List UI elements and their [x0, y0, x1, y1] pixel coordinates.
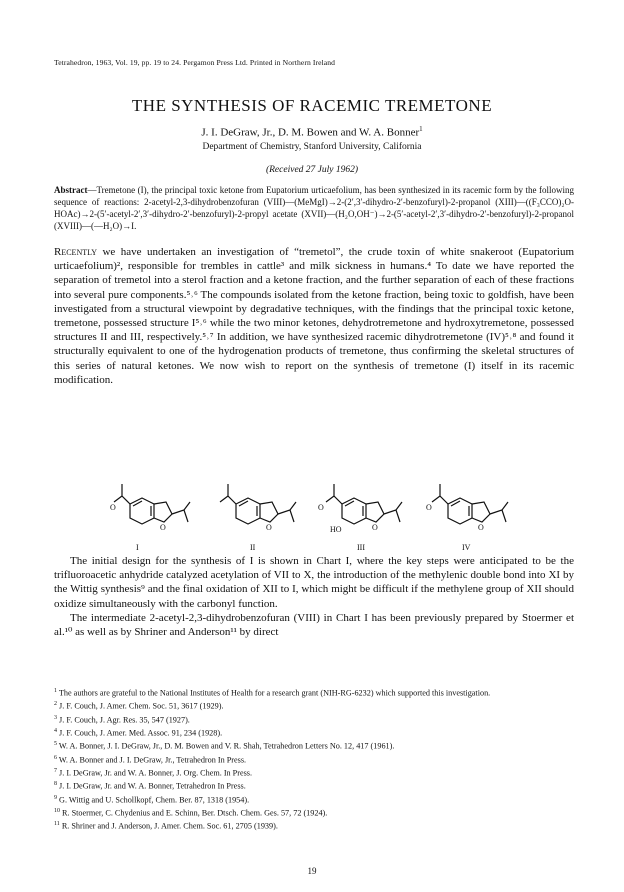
atom-label-HO-III: HO [330, 525, 342, 534]
article-title: THE SYNTHESIS OF RACEMIC TREMETONE [131, 96, 493, 115]
footnote: $^8$ J. I. DeGraw, Jr. and W. A. Bonner, Tetrahedron In Press. [54, 781, 246, 792]
abstract-text: —Tremetone (I), the principal toxic ketone from Eupatorium urticaefolium, has been synthesized in its racemic form by the following sequence of reactions: 2-acetyl-2,3-dihydrobenzofuran (VIII)—(MeMgI)→2-(2′,3′-dihydro-2′-benzofuryl)-2-propanol (XIII)—((F₃CCO)₂O-HOAc)→2-(5′-acetyl-2′,3′-dihydro-2′-benzofuryl)-2-propyl acetate (XVII)—(H₂O,OH⁻)→2-(5′-acetyl-2′,3′-dihydro-2′-benzofuryl)-2-propanol (XVIII)—(—H₂O)→I. [54, 185, 574, 231]
abstract-label: Abstract [54, 185, 88, 195]
paragraph-design-text: The initial design for the synthesis of I is shown in Chart I, where the key steps were anticipated to be the trifluoroacetic anhydride catalyzed acetylation of VII to X, the introduction of the methylenic double bond into XI by the Wittig synthesis⁹ and the final oxidation of XII to I, which might be difficult if the methylene group of XII should oxidize simultaneously with the carbonyl function. [54, 555, 574, 610]
paragraph-design [54, 554, 574, 639]
structure-IV [432, 484, 508, 524]
footnote: $^7$ J. I. DeGraw, Jr. and W. A. Bonner, J. Org. Chem. In Press. [54, 767, 253, 778]
paragraph-intro-text: we have undertaken an investigation of “tremetol”, the crude toxin of white snakeroot (Eupatorium urticaefolium)², responsible for trembles in cattle³ and milk sickness in humans.⁴ To date we have reported the separation of tremetol into a sterol fraction and a ketone fraction, and the further separation of each of these fractions into several pure components.⁵˒⁶ The compounds isolated from the ketone fraction, being toxic to goldfish, have been investigated from a structural viewpoint by degradative techniques, with the findings that the principal toxic ketone, tremetone, possessed structure I⁵˒⁶ while the two minor ketones, dehydrotremetone and hydroxytremetone, possessed structures II and III, respectively.⁵˒⁷ In addition, we have synthesized racemic dihydrotremetone (IV)⁵˒⁸ and found it structurally equivalent to one of the hydrogenation products of tremetone, thus confirming the skeletal structures of this series of natural ketones. We now wish to report on the synthesis of tremetone (I) itself in its racemic modification. [54, 246, 574, 386]
paragraph-intermediate-text: The intermediate 2-acetyl-2,3-dihydrobenzofuran (VIII) in Chart I has been previously prepared by Stoermer et al.¹⁰ as well as by Shriner and Anderson¹¹ by direct [54, 611, 574, 639]
abstract [54, 184, 574, 232]
footnote: $^1$ The authors are grateful to the National Institutes of Health for a research grant (NIH-RG-6232) which supported this investigation. [54, 688, 491, 698]
footnote: $^6$ W. A. Bonner and J. I. DeGraw, Jr., Tetrahedron In Press. [54, 754, 247, 765]
footnote: $^2$ J. F. Couch, J. Amer. Chem. Soc. 51, 3617 (1929). [54, 701, 224, 712]
footnote: $^3$ J. F. Couch, J. Agr. Res. 35, 547 (1927). [54, 714, 190, 725]
author-line [0, 125, 624, 139]
footnotes [54, 686, 574, 833]
structure-label-I: I [136, 543, 139, 552]
footnote: $^9$ G. Wittig and U. Schollkopf, Chem. Ber. 87, 1318 (1954). [54, 794, 250, 805]
author-names: J. I. DeGraw, Jr., D. M. Bowen and W. A. Bonner [201, 126, 420, 139]
structure-label-III: III [357, 543, 365, 552]
page-number: 19 [307, 866, 317, 876]
structure-label-IV: IV [462, 543, 471, 552]
atom-label-O-ring-III: O [372, 523, 378, 532]
footnote: $^{10}$ R. Stoermer, C. Chydenius and E. Schinn, Ber. Dtsch. Chem. Ges. 57, 72 (1924). [54, 807, 328, 818]
structure-III [326, 484, 402, 524]
structure-label-II: II [250, 543, 256, 552]
atom-label-O-III: O [318, 503, 324, 512]
atom-label-O-IV: O [426, 503, 432, 512]
atom-label-O-I: O [110, 503, 116, 512]
paragraph-intro [54, 245, 574, 387]
atom-label-O-ring-I: O [160, 523, 166, 532]
structure-II [220, 484, 296, 524]
journal-citation-line: Tetrahedron, 1963, Vol. 19, pp. 19 to 24. Pergamon Press Ltd. Printed in Northern Ireland [54, 58, 336, 67]
footnote: $^{11}$ R. Shriner and J. Anderson, J. Amer. Chem. Soc. 61, 2705 (1939). [54, 821, 278, 832]
atom-label-O-ring-IV: O [478, 523, 484, 532]
footnote: $^4$ J. F. Couch, J. Amer. Med. Assoc. 91, 234 (1928). [54, 727, 223, 738]
footnote: $^5$ W. A. Bonner, J. I. DeGraw, Jr., D. M. Bowen and V. R. Shah, Tetrahedron Letters No. 12, 417 (1961). [54, 741, 395, 752]
structure-I [114, 484, 190, 524]
received-date: (Received 27 July 1962) [265, 165, 359, 175]
chemical-structures-figure [110, 474, 530, 554]
atom-label-O-II: O [266, 523, 272, 532]
affiliation: Department of Chemistry, Stanford University, California [202, 142, 422, 152]
paragraph-lead-word: Recently [54, 246, 97, 258]
author-footnote-mark: 1 [419, 125, 423, 133]
